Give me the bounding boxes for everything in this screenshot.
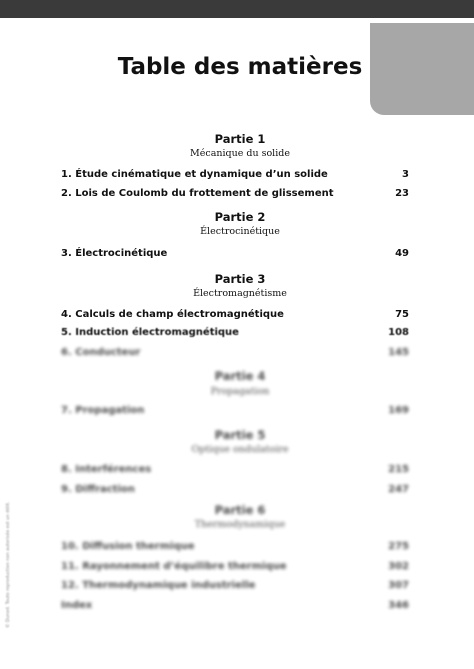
toc-entry-title: Index: [61, 600, 93, 611]
toc-entry[interactable]: [61, 309, 409, 320]
toc-entry-page: 275: [388, 541, 409, 552]
toc-entry-page: 75: [395, 309, 409, 320]
header-bar: [0, 0, 474, 18]
part-6-label: Partie 6: [214, 503, 266, 517]
toc-entry-title: 10. Diffusion thermique: [61, 541, 195, 552]
toc-entry-title: 8. Interférences: [61, 464, 152, 475]
toc-entry-title: 3. Électrocinétique: [61, 248, 168, 259]
toc-entry-page: 108: [388, 327, 409, 338]
part-5-subtitle: Optique ondulatoire: [191, 444, 289, 455]
part-2-label: Partie 2: [214, 210, 266, 224]
toc-entry-page: 307: [388, 580, 409, 591]
toc-entry[interactable]: [61, 484, 409, 495]
toc-entry-page: 215: [388, 464, 409, 475]
part-3-label: Partie 3: [214, 272, 266, 286]
toc-entry[interactable]: [61, 327, 409, 338]
part-1-label: Partie 1: [214, 132, 266, 146]
toc-entry-page: 49: [395, 248, 409, 259]
toc-entry[interactable]: [61, 405, 409, 416]
toc-entry-title: 1. Étude cinématique et dynamique d’un solide: [61, 169, 328, 180]
part-4-subtitle: Propagation: [210, 386, 270, 397]
toc-entry-title: 9. Diffraction: [61, 484, 135, 495]
part-6-subtitle: Thermodynamique: [194, 519, 286, 530]
toc-entry-page: 346: [388, 600, 409, 611]
toc-entry-title: 6. Conducteur: [61, 347, 141, 358]
toc-entry-page: 169: [388, 405, 409, 416]
toc-entry[interactable]: [61, 541, 409, 552]
toc-entry-title: 2. Lois de Coulomb du frottement de glissement: [61, 188, 334, 199]
toc-entry-title: 11. Rayonnement d’équilibre thermique: [61, 561, 287, 572]
toc-entry[interactable]: [61, 169, 409, 180]
toc-entry-page: 302: [388, 561, 409, 572]
toc-entry-title: 4. Calculs de champ électromagnétique: [61, 309, 284, 320]
toc-entry-page: 247: [388, 484, 409, 495]
toc-entry-page: 23: [395, 188, 409, 199]
toc-entry-title: 5. Induction électromagnétique: [61, 327, 239, 338]
toc-entry[interactable]: [61, 464, 409, 475]
toc-entry[interactable]: [61, 580, 409, 591]
part-4-label: Partie 4: [214, 369, 266, 383]
toc-entry[interactable]: [61, 561, 409, 572]
toc-entry[interactable]: [61, 188, 409, 199]
part-5-label: Partie 5: [214, 428, 266, 442]
toc-entry-title: 7. Propagation: [61, 405, 145, 416]
part-1-subtitle: Mécanique du solide: [190, 148, 290, 159]
toc-entry-page: 145: [388, 347, 409, 358]
part-3-subtitle: Électromagnétisme: [193, 288, 287, 299]
part-2-subtitle: Électrocinétique: [200, 226, 280, 237]
toc-entry-title: 12. Thermodynamique industrielle: [61, 580, 256, 591]
copyright-note: © Dunod. Toute reproduction non autorisée est un délit.: [6, 501, 11, 628]
toc-entry[interactable]: [61, 248, 409, 259]
page-title: Table des matières: [117, 54, 363, 80]
toc-entry[interactable]: [61, 347, 409, 358]
toc-entry-page: 3: [402, 169, 409, 180]
toc-entry[interactable]: [61, 600, 409, 611]
